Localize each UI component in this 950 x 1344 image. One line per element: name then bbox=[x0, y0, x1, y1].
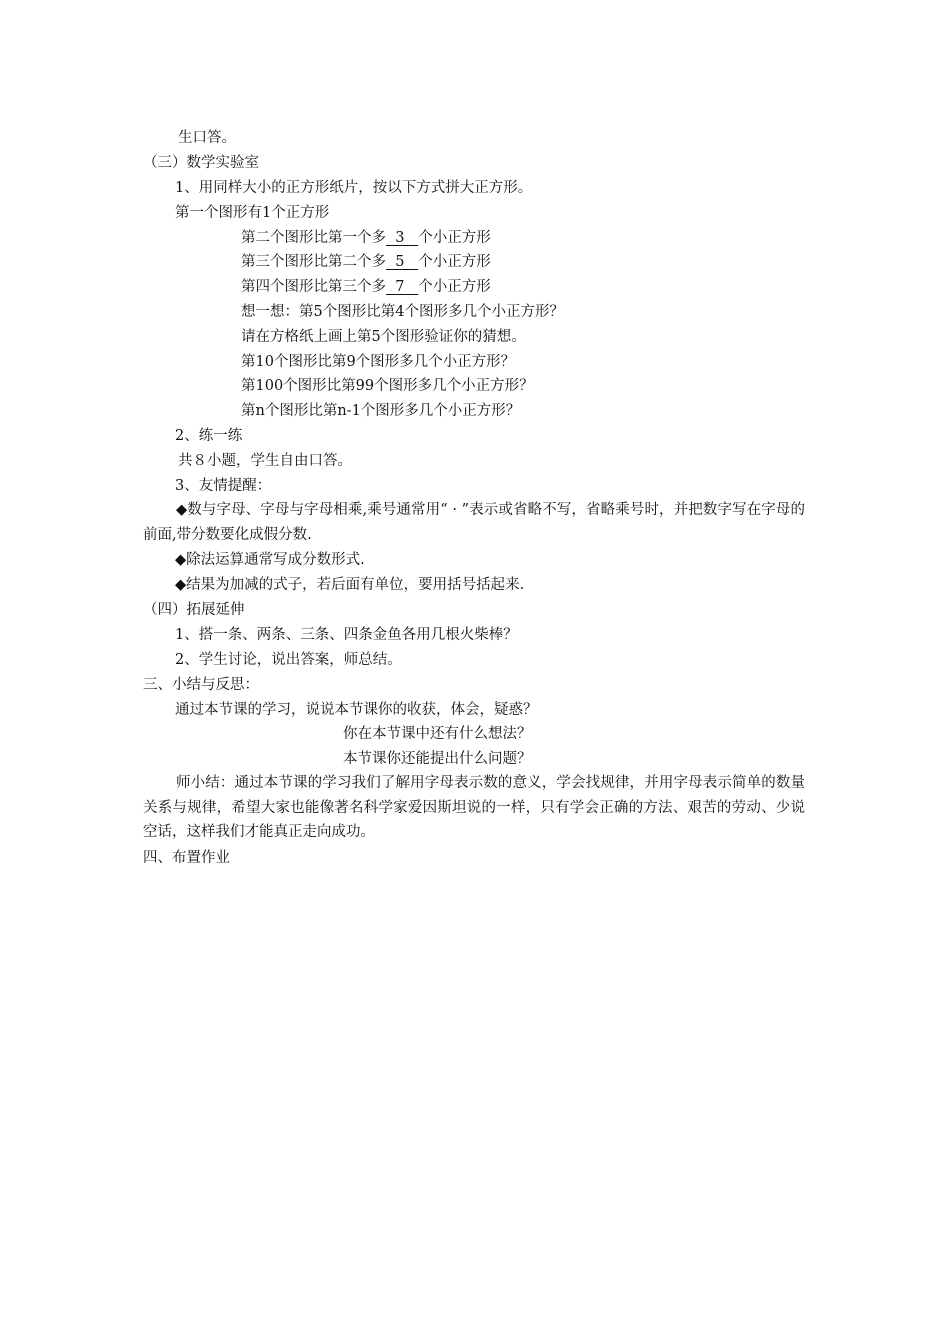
line-reminder-units: ◆结果为加减的式子，若后面有单位，要用括号括起来. bbox=[175, 577, 525, 593]
line-student-answer: 生口答。 bbox=[178, 130, 236, 146]
line-fourth-figure-after: 个小正方形 bbox=[418, 279, 491, 295]
heading-math-lab: （三）数学实验室 bbox=[143, 155, 259, 171]
paragraph-teacher-summary: 师小结：通过本节课的学习我们了解用字母表示数的意义，学会找规律，并用字母表示简单的数量关系与规律，希望大家也能像著名科学家爱因斯坦说的一样，只有学会正确的方法、艰苦的劳动、少说空话，这样我们才能真正走向成功。 bbox=[143, 775, 805, 840]
line-think: 想一想：第5个图形比第4个图形多几个小正方形？ bbox=[241, 304, 564, 320]
line-second-figure-blank: 3 bbox=[386, 230, 419, 246]
line-second-figure-after: 个小正方形 bbox=[418, 230, 491, 246]
line-reminder-division: ◆除法运算通常写成分数形式. bbox=[175, 552, 365, 568]
line-fourth-figure-before: 第四个图形比第三个多 bbox=[241, 279, 386, 295]
line-reflection-question: 通过本节课的学习，说说本节课你的收获，体会，疑惑？ bbox=[175, 702, 538, 718]
line-third-figure-before: 第三个图形比第二个多 bbox=[241, 254, 386, 270]
heading-summary: 三、小结与反思： bbox=[143, 677, 259, 693]
line-discussion: 2、学生讨论，说出答案，师总结。 bbox=[175, 652, 402, 668]
line-task-1: 1、用同样大小的正方形纸片，按以下方式拼大正方形。 bbox=[175, 180, 533, 196]
line-third-figure bbox=[241, 252, 491, 272]
line-third-figure-blank: 5 bbox=[386, 254, 419, 270]
paragraph-reminder-multiplication: ◆数与字母、字母与字母相乘,乘号通常用“ · ”表示或省略不写，省略乘号时，并把数字写在字母的前面,带分数要化成假分数. bbox=[143, 502, 805, 543]
heading-practice: 2、练一练 bbox=[175, 428, 243, 444]
line-practice-detail: 共８小题，学生自由口答。 bbox=[178, 453, 352, 469]
line-tenth-figure: 第10个图形比第9个图形多几个小正方形？ bbox=[241, 354, 516, 370]
line-hundredth-figure: 第100个图形比第99个图形多几个小正方形？ bbox=[241, 378, 534, 394]
line-third-figure-after: 个小正方形 bbox=[418, 254, 491, 270]
line-second-figure bbox=[241, 228, 491, 248]
line-draw-verify: 请在方格纸上画上第5个图形验证你的猜想。 bbox=[241, 329, 526, 345]
line-problems-question: 本节课你还能提出什么问题？ bbox=[343, 751, 532, 767]
line-second-figure-before: 第二个图形比第一个多 bbox=[241, 230, 386, 246]
heading-homework: 四、布置作业 bbox=[143, 850, 230, 866]
heading-reminder: 3、友情提醒： bbox=[175, 478, 272, 494]
line-fourth-figure-blank: 7 bbox=[386, 279, 419, 295]
line-ideas-question: 你在本节课中还有什么想法？ bbox=[343, 726, 532, 742]
line-first-figure: 第一个图形有1个正方形 bbox=[175, 205, 330, 221]
heading-extension: （四）拓展延伸 bbox=[143, 602, 245, 618]
line-matchsticks: 1、搭一条、两条、三条、四条金鱼各用几根火柴棒？ bbox=[175, 627, 518, 643]
line-nth-figure: 第n个图形比第n-1个图形多几个小正方形？ bbox=[241, 403, 521, 419]
line-fourth-figure bbox=[241, 277, 491, 297]
